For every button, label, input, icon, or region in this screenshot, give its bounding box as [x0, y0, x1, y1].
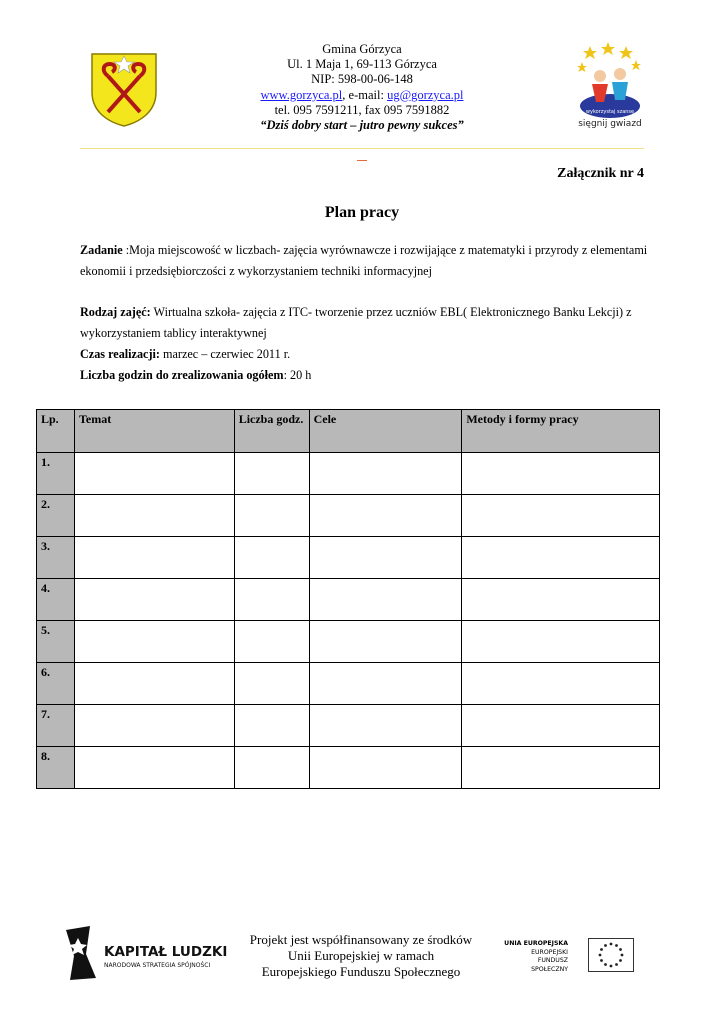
goals-cell[interactable]: [309, 705, 462, 747]
activity-type-paragraph: [80, 302, 650, 344]
reach-for-stars-logo: [570, 40, 650, 132]
divider-mark: [357, 160, 367, 161]
topic-cell[interactable]: [74, 705, 234, 747]
methods-cell[interactable]: [462, 621, 660, 663]
table-row: [37, 747, 660, 789]
goals-cell[interactable]: [309, 747, 462, 789]
goals-cell[interactable]: [309, 495, 462, 537]
duration-paragraph: [80, 344, 650, 365]
duration-label: Czas realizacji:: [80, 347, 160, 361]
topic-cell[interactable]: [74, 747, 234, 789]
activity-type-label: Rodzaj zajęć:: [80, 305, 151, 319]
duration-text: marzec – czerwiec 2011 r.: [159, 347, 291, 361]
header-lp: Lp.: [37, 410, 75, 453]
methods-cell[interactable]: [462, 453, 660, 495]
header-topic: Temat: [74, 410, 234, 453]
website-link[interactable]: www.gorzyca.pl: [260, 87, 343, 102]
municipality-nip: NIP: 598-00-06-148: [311, 72, 413, 87]
hours-cell[interactable]: [234, 747, 309, 789]
row-number: 5.: [37, 621, 75, 663]
stars-children-icon: [570, 40, 650, 132]
task-paragraph: [80, 240, 650, 282]
task-label: Zadanie: [80, 243, 123, 257]
contact-line: [200, 88, 524, 103]
cofinancing-line2: Unii Europejskiej w ramach: [287, 948, 435, 963]
header-hours: Liczba godz.: [234, 410, 309, 453]
goals-cell[interactable]: [309, 663, 462, 705]
table-header-row: [37, 410, 660, 453]
municipality-header: [200, 42, 524, 133]
topic-cell[interactable]: [74, 495, 234, 537]
goals-cell[interactable]: [309, 579, 462, 621]
table-row: [37, 453, 660, 495]
table-row: [37, 663, 660, 705]
hours-text: : 20 h: [283, 368, 312, 382]
email-link[interactable]: ug@gorzyca.pl: [387, 87, 464, 102]
hours-cell[interactable]: [234, 663, 309, 705]
municipality-address: Ul. 1 Maja 1, 69-113 Górzyca: [287, 57, 437, 72]
row-number: 4.: [37, 579, 75, 621]
cofinancing-note: [236, 932, 486, 980]
hours-cell[interactable]: [234, 579, 309, 621]
row-number: 6.: [37, 663, 75, 705]
kapital-ludzki-logo: [60, 926, 240, 980]
topic-cell[interactable]: [74, 453, 234, 495]
cofinancing-line3: Europejskiego Funduszu Społecznego: [261, 964, 461, 979]
eu-flag-icon: [588, 938, 634, 972]
header-methods: Metody i formy pracy: [462, 410, 660, 453]
goals-cell[interactable]: [309, 453, 462, 495]
task-text: :Moja miejscowość w liczbach- zajęcia wyrównawcze i rozwijające z matematyki i przyrody z elementami ekonomii i przedsiębiorczości z wykorzystaniem techniki informacyjnej: [80, 243, 648, 278]
row-number: 7.: [37, 705, 75, 747]
page-title: Plan pracy: [324, 204, 400, 221]
kapital-ludzki-icon: [60, 926, 240, 980]
topic-cell[interactable]: [74, 579, 234, 621]
topic-cell[interactable]: [74, 621, 234, 663]
methods-cell[interactable]: [462, 537, 660, 579]
hours-cell[interactable]: [234, 495, 309, 537]
eu-line1: UNIA EUROPEJSKA: [504, 940, 568, 947]
reach-logo-tagline: wykorzystaj szansę: [585, 109, 635, 115]
reach-logo-title: sięgnij gwiazd: [578, 119, 642, 129]
hours-cell[interactable]: [234, 621, 309, 663]
topic-cell[interactable]: [74, 663, 234, 705]
goals-cell[interactable]: [309, 621, 462, 663]
plan-table: [36, 409, 660, 789]
row-number: 8.: [37, 747, 75, 789]
table-row: [37, 705, 660, 747]
methods-cell[interactable]: [462, 579, 660, 621]
hours-label: Liczba godzin do zrealizowania ogółem: [80, 368, 284, 382]
kl-subtitle: NARODOWA STRATEGIA SPÓJNOŚCI: [104, 962, 211, 969]
table-row: [37, 579, 660, 621]
row-number: 2.: [37, 495, 75, 537]
motto: “Dziś dobry start – jutro pewny sukces”: [260, 118, 464, 133]
hours-cell[interactable]: [234, 537, 309, 579]
activity-type-text: Wirtualna szkoła- zajęcia z ITC- tworzenie przez uczniów EBL( Elektronicznego Banku Lekcji) z wykorzystaniem tablicy interaktywnej: [80, 305, 632, 340]
topic-cell[interactable]: [74, 537, 234, 579]
eu-social-fund-logo: [504, 938, 634, 974]
table-row: [37, 537, 660, 579]
methods-cell[interactable]: [462, 747, 660, 789]
municipality-name: Gmina Górzyca: [322, 42, 402, 56]
header-divider: [80, 148, 644, 149]
hours-cell[interactable]: [234, 453, 309, 495]
annex-label: Załącznik nr 4: [557, 166, 644, 181]
eu-line3: FUNDUSZ SPOŁECZNY: [531, 957, 568, 973]
goals-cell[interactable]: [309, 537, 462, 579]
cofinancing-line1: Projekt jest współfinansowany ze środków: [249, 932, 473, 947]
row-number: 1.: [37, 453, 75, 495]
kl-title: KAPITAŁ LUDZKI: [104, 944, 228, 960]
methods-cell[interactable]: [462, 705, 660, 747]
eu-text-block: [504, 940, 568, 974]
phone-fax: tel. 095 7591211, fax 095 7591882: [274, 102, 450, 117]
hours-paragraph: [80, 365, 650, 386]
eu-line2: EUROPEJSKI: [531, 948, 568, 956]
methods-cell[interactable]: [462, 663, 660, 705]
coat-of-arms-icon: [88, 48, 160, 128]
table-row: [37, 495, 660, 537]
header-goals: Cele: [309, 410, 462, 453]
table-row: [37, 621, 660, 663]
email-prefix: , e-mail:: [342, 87, 388, 102]
methods-cell[interactable]: [462, 495, 660, 537]
hours-cell[interactable]: [234, 705, 309, 747]
row-number: 3.: [37, 537, 75, 579]
